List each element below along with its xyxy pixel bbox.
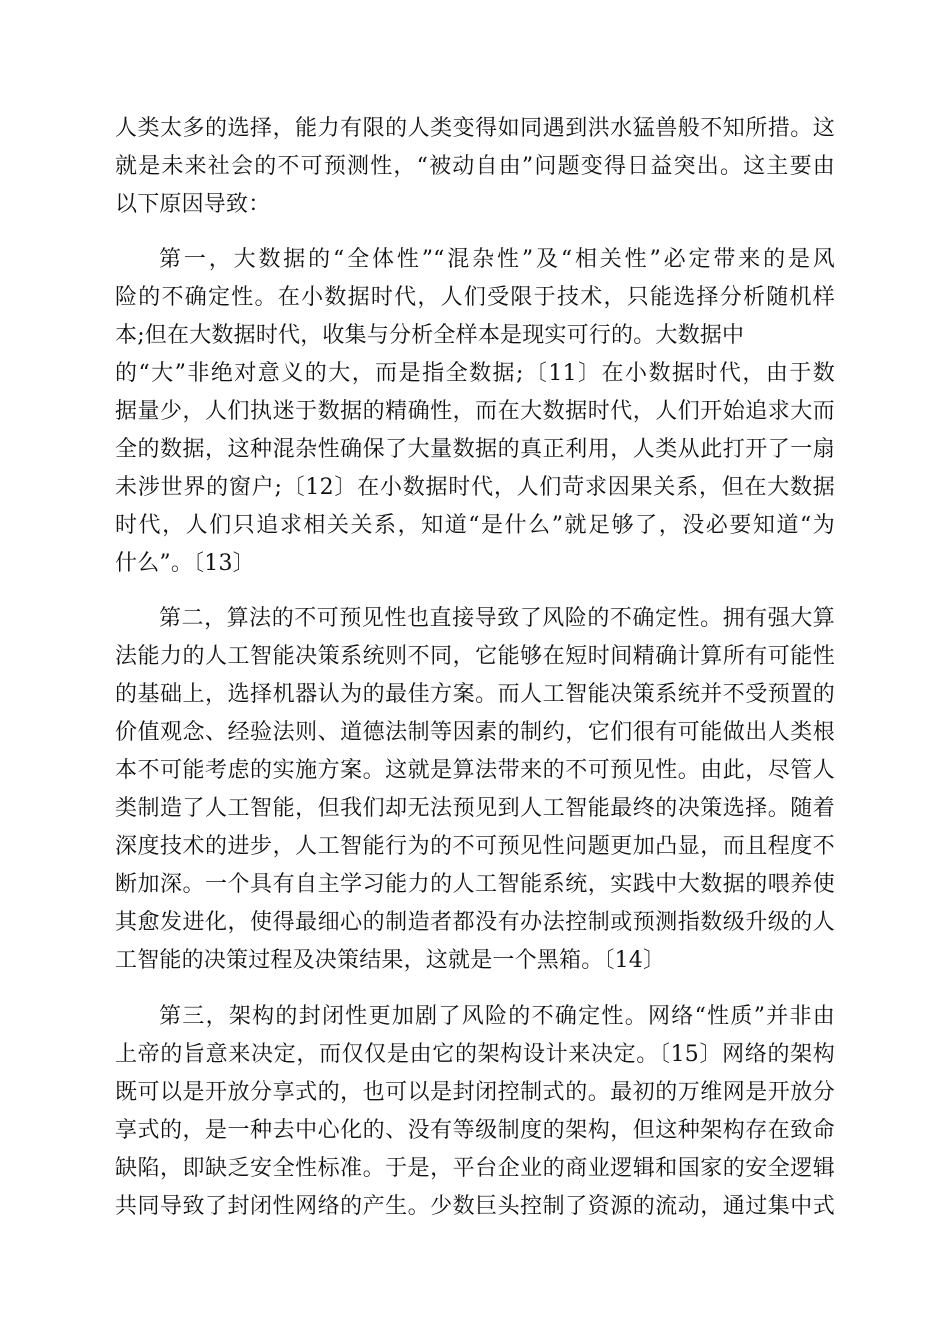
paragraph-line: 断加深。一个具有自主学习能力的人工智能系统，实践中大数据的喂养使 [115, 872, 835, 897]
paragraph-line: 本不可能考虑的实施方案。这就是算法带来的不可预见性。由此，尽管人 [115, 758, 835, 783]
paragraph-line: 其愈发进化，使得最细心的制造者都没有办法控制或预测指数级升级的人 [115, 910, 835, 935]
paragraph-line: 深度技术的进步，人工智能行为的不可预见性问题更加凸显，而且程度不 [115, 834, 835, 859]
paragraph-line: 就是未来社会的不可预测性，“被动自由”问题变得日益突出。这主要由 [115, 154, 835, 179]
paragraph-line: 共同导致了封闭性网络的产生。少数巨头控制了资源的流动，通过集中式 [115, 1194, 835, 1219]
paragraph-line: 工智能的决策过程及决策结果，这就是一个黑箱。〔14〕 [115, 948, 666, 973]
paragraph-line: 什么”。〔13〕 [115, 551, 255, 576]
paragraph-line: 类制造了人工智能，但我们却无法预见到人工智能最终的决策选择。随着 [115, 796, 835, 821]
paragraph-line: 第二，算法的不可预见性也直接导致了风险的不确定性。拥有强大算 [159, 606, 835, 631]
paragraph-line: 人类太多的选择，能力有限的人类变得如同遇到洪水猛兽般不知所措。这 [115, 116, 835, 141]
paragraph-line: 上帝的旨意来决定，而仅仅是由它的架构设计来决定。〔15〕网络的架构 [115, 1042, 835, 1067]
paragraph-line: 据量少，人们执迷于数据的精确性，而在大数据时代，人们开始追求大而 [115, 399, 835, 424]
paragraph-line: 以下原因导致： [115, 192, 271, 217]
paragraph-line: 缺陷，即缺乏安全性标准。于是，平台企业的商业逻辑和国家的安全逻辑 [115, 1156, 835, 1181]
paragraph-line: 第三，架构的封闭性更加剧了风险的不确定性。网络“性质”并非由 [159, 1004, 835, 1029]
paragraph-line: 未涉世界的窗户;〔12〕在小数据时代，人们苛求因果关系，但在大数据 [115, 475, 835, 500]
paragraph-line: 全的数据，这种混杂性确保了大量数据的真正利用，人类从此打开了一扇 [115, 437, 835, 462]
paragraph-line: 时代，人们只追求相关关系，知道“是什么”就足够了，没必要知道“为 [115, 513, 835, 538]
paragraph-line: 的“大”非绝对意义的大，而是指全数据;〔11〕在小数据时代，由于数 [115, 361, 835, 386]
paragraph-line: 的基础上，选择机器认为的最佳方案。而人工智能决策系统并不受预置的 [115, 682, 835, 707]
paragraph-line: 第一，大数据的“全体性”“混杂性”及“相关性”必定带来的是风 [159, 247, 835, 272]
paragraph-line: 价值观念、经验法则、道德法制等因素的制约，它们很有可能做出人类根 [115, 720, 835, 745]
paragraph-line: 本;但在大数据时代，收集与分析全样本是现实可行的。大数据中 [115, 323, 745, 348]
paragraph-line: 险的不确定性。在小数据时代，人们受限于技术，只能选择分析随机样 [115, 285, 835, 310]
paragraph-line: 法能力的人工智能决策系统则不同，它能够在短时间精确计算所有可能性 [115, 644, 835, 669]
paragraph-line: 既可以是开放分享式的，也可以是封闭控制式的。最初的万维网是开放分 [115, 1080, 835, 1105]
paragraph-line: 享式的，是一种去中心化的、没有等级制度的架构，但这种架构存在致命 [115, 1118, 835, 1143]
